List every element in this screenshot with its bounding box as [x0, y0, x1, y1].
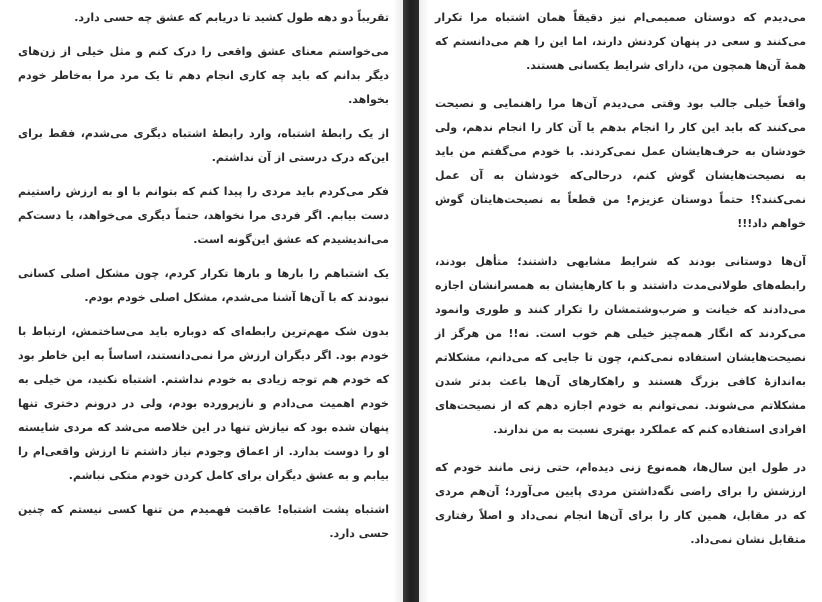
left-page[interactable] — [0, 0, 403, 602]
left-paragraph-1: تقریباً دو دهه طول کشید تا دریابم که عشق چه حسی دارد. — [74, 11, 389, 24]
right-paragraph-1: می‌دیدم که دوستان صمیمی‌ام نیز دقیقاً همان اشتباه مرا تکرار می‌کنند و سعی در پنهان کردنش دارند، اما این را هم می‌دانستم که همهٔ آن‌ها همچون من، دارای شرایط یکسانی هستند. — [435, 11, 806, 72]
right-paragraph-2: واقعاً خیلی جالب بود وقتی می‌دیدم آن‌ها مرا راهنمایی و نصیحت می‌کنند که باید این کار را انجام بدهم یا آن کار را انجام ندهم، ولی خودشان به حرف‌هایشان عمل نمی‌کردند. با خودم می‌گفتم من باید به نصیحت‌هایشان گوش کنم، درحالی‌که خودشان به آن عمل نمی‌کنند؟! حتماً دوستان عزیزم! من قطعاً به نصیحت‌هایتان گوش خواهم داد!!! — [435, 97, 806, 230]
right-page-shadow — [419, 0, 429, 602]
left-paragraph-5: یک اشتباهم را بارها و بارها تکرار کردم، چون مشکل اصلی کسانی نبودند که با آن‌ها آشنا می‌شدم، مشکل اصلی خودم بودم. — [18, 267, 389, 304]
left-page-shadow — [393, 0, 403, 602]
right-paragraph-4: در طول این سال‌ها، همه‌نوع زنی دیده‌ام، حتی زنی مانند خودم که ارزشش را برای راضی نگه‌داشتن مردی پایین می‌آورد؛ آن‌هم مردی که در مقابل، همین کار را برای آن‌ها انجام نمی‌داد و اصلاً رفتاری متقابل نشان نمی‌داد. — [435, 461, 806, 546]
book-gutter — [403, 0, 419, 602]
left-paragraph-6: بدون شک مهم‌ترین رابطه‌ای که دوباره باید می‌ساختمش، ارتباط با خودم بود. اگر دیگران ارزش مرا نمی‌دانستند، اساساً به این خاطر بود که خودم هم توجه زیادی به خودم نداشتم. اشتباه نکنید، من خیلی به خودم اهمیت می‌دادم و نازپرورده بودم، ولی در درونم دختری تنها پنهان شده بود که نیازش تنها در این خلاصه می‌شد که مردی شایسته او را دوست بدارد. از اعماق وجودم نیاز داشتم تا ارزش واقعی‌ام را بیابم و به عشق دیگران برای کامل کردن خودم متکی نباشم. — [18, 325, 389, 482]
right-page[interactable] — [419, 0, 822, 602]
left-paragraph-4: فکر می‌کردم باید مردی را پیدا کنم که بتوانم با او به ارزش راستینم دست بیابم. اگر فردی مرا نخواهد، حتماً دیگری می‌خواهد، یا دست‌کم می‌اندیشیدم که عشق این‌گونه است. — [18, 185, 389, 246]
right-paragraph-3: آن‌ها دوستانی بودند که شرایط مشابهی داشتند؛ متأهل بودند، رابطه‌های طولانی‌مدت داشتند و با کارهایشان به همسرانشان اجازه می‌دادند که خیانت و ضرب‌وشتمشان را تکرار کنند و طوری وانمود می‌کردند که انگار همه‌چیز خیلی هم خوب است. نه!! من هرگز از نصیحت‌هایشان استفاده نمی‌کنم، چون تا جایی که می‌دانم، مشکلاتم به‌اندازهٔ کافی بزرگ هستند و راهکارهای آن‌ها باعث بدتر شدن مشکلاتم می‌شوند. نمی‌توانم به خودم اجازه دهم که از نصیحت‌های افرادی استفاده کنم که عملکرد بهتری نسبت به من ندارند. — [435, 255, 806, 436]
left-paragraph-3: از یک رابطهٔ اشتباه، وارد رابطهٔ اشتباه دیگری می‌شدم، فقط برای این‌که درک درستی از آن نداشتم. — [18, 127, 389, 164]
left-paragraph-7: اشتباه پشت اشتباه! عاقبت فهمیدم من تنها کسی نیستم که چنین حسی دارد. — [18, 503, 389, 540]
left-paragraph-2: می‌خواستم معنای عشق واقعی را درک کنم و مثل خیلی از زن‌های دیگر بدانم که باید چه کاری انجام دهم تا یک مرد مرا به‌خاطر خودم بخواهد. — [18, 45, 389, 106]
